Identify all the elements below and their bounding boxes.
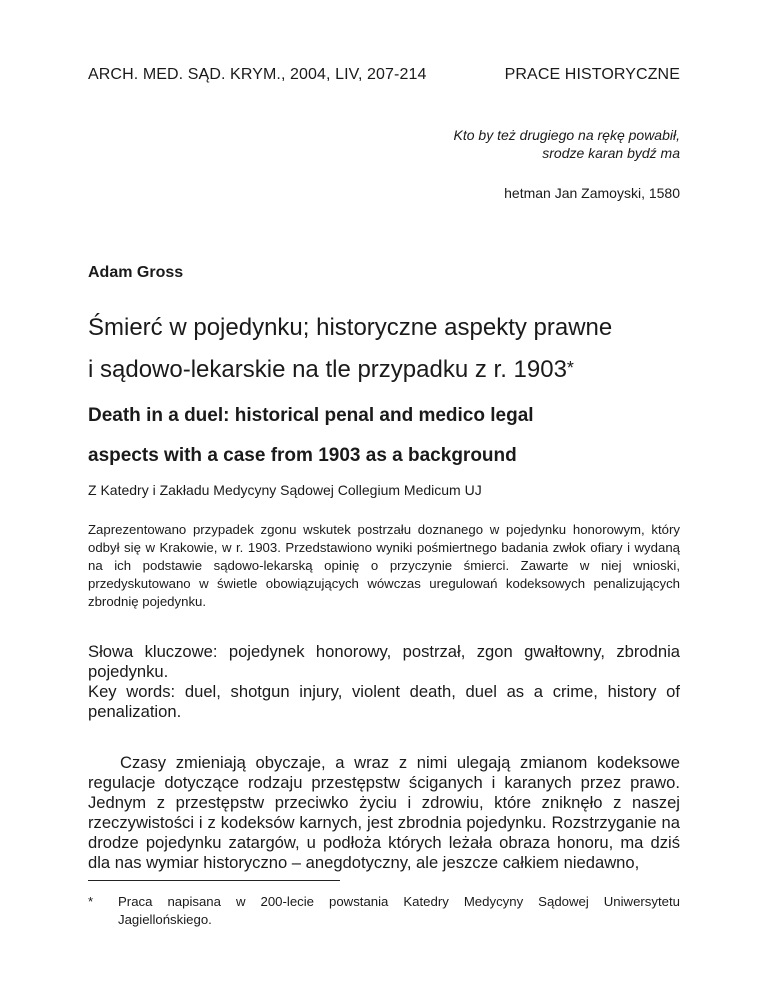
keywords-block: [88, 642, 680, 722]
title-polish: [88, 308, 688, 390]
epigraph-line-2: srodze karan bydź ma: [542, 145, 680, 161]
body-paragraph: Czasy zmieniają obyczaje, a wraz z nimi ulegają zmianom kodeksowe regulacje dotyczące rodzaju przestępstw ściganych i karanych przez prawo. Jednym z przestępstw przeciwko życiu i zdrowiu, które zniknęło z naszej rzeczywistości i z kodeksów karnych, jest zbrodnia pojedynku. Rozstrzyganie na drodze pojedynku zatargów, u podłoża których leżała obraza honoru, ma dziś dla nas wymiar historyczno – anegdotyczny, ale jeszcze całkiem niedawno,: [88, 753, 680, 872]
keywords-polish: Słowa kluczowe: pojedynek honorowy, postrzał, zgon gwałtowny, zbrodnia pojedynku.: [88, 642, 680, 681]
title-polish-line-1: Śmierć w pojedynku; historyczne aspekty prawne: [88, 314, 613, 341]
epigraph-author: hetman Jan Zamoyski, 1580: [504, 185, 680, 201]
epigraph-line-1: Kto by też drugiego na rękę powabił,: [453, 127, 680, 143]
article-page: [88, 0, 680, 994]
keywords-english: Key words: duel, shotgun injury, violent death, duel as a crime, history of penalization.: [88, 682, 680, 721]
footnote-mark: *: [88, 894, 94, 909]
author-name: Adam Gross: [88, 264, 184, 281]
journal-reference: ARCH. MED. SĄD. KRYM., 2004, LIV, 207-214: [88, 66, 427, 83]
abstract: Zaprezentowano przypadek zgonu wskutek postrzału doznanego w pojedynku honorowym, który odbył się w Krakowie, w r. 1903. Przedstawiono wyniki pośmiertnego badania zwłok ofiary i wydaną na ich podstawie sądowo-lekarską opinię o przyczynie śmierci. Zawarte w niej wnioski, przedyskutowano w świetle obowiązujących wówczas uregulowań kodeksowych penalizujących zbrodnię pojedynku.: [88, 522, 680, 609]
title-english: [88, 396, 680, 476]
running-header: [88, 66, 680, 88]
epigraph-quote: [260, 126, 680, 162]
title-footnote-mark: *: [566, 358, 574, 378]
footnote: [88, 893, 680, 929]
footnote-text: Praca napisana w 200-lecie powstania Katedry Medycyny Sądowej Uniwersytetu Jagiellońskiego.: [118, 894, 680, 927]
footnote-divider: [88, 880, 340, 881]
title-english-line-2: aspects with a case from 1903 as a background: [88, 445, 517, 466]
title-english-line-1: Death in a duel: historical penal and medico legal: [88, 405, 534, 426]
section-label: PRACE HISTORYCZNE: [504, 66, 680, 83]
title-polish-line-2: i sądowo-lekarskie na tle przypadku z r. 1903: [88, 356, 567, 383]
affiliation: Z Katedry i Zakładu Medycyny Sądowej Collegium Medicum UJ: [88, 482, 482, 498]
